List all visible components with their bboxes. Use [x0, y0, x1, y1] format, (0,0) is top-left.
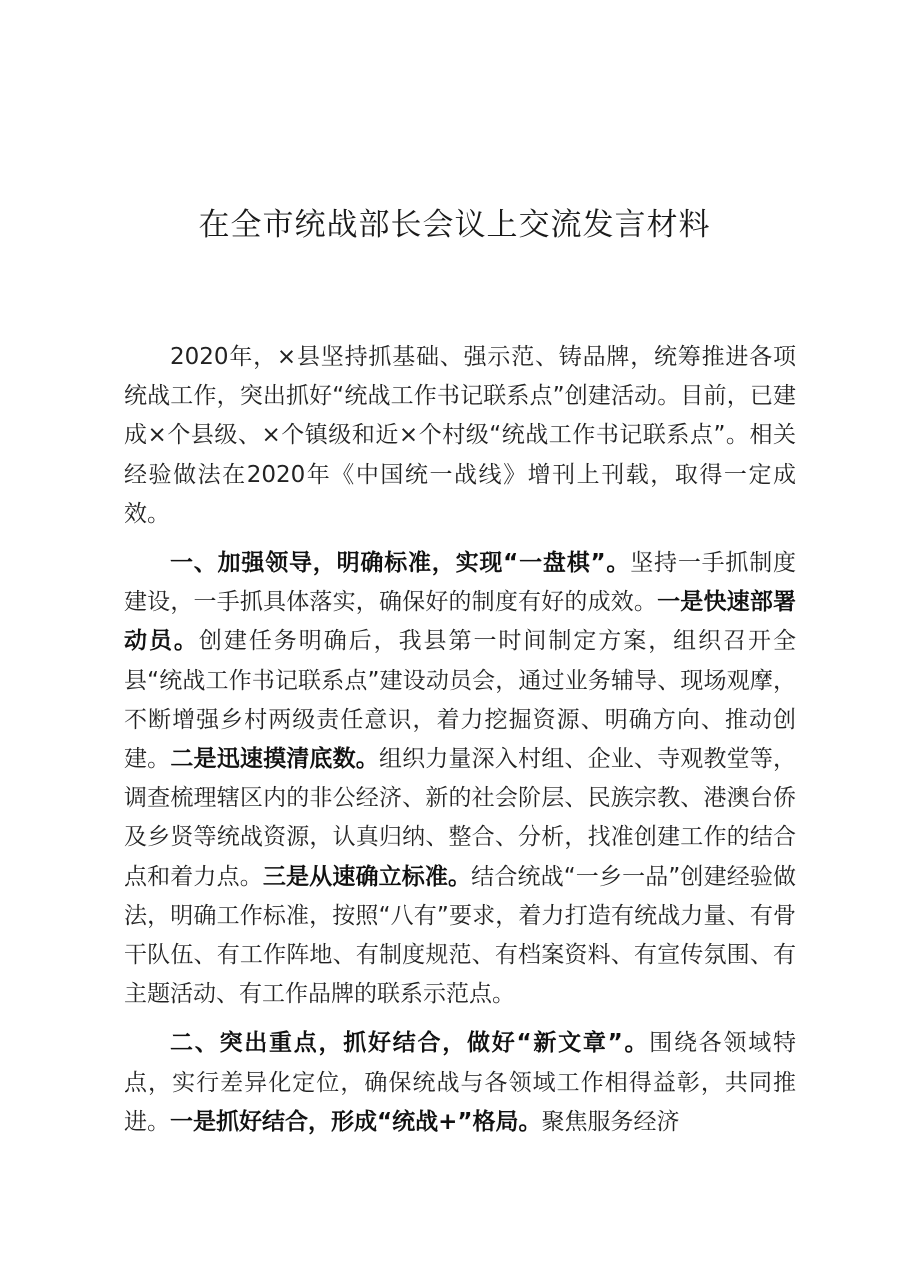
section-1-point-2-title: 二是迅速摸清底数。	[170, 746, 379, 773]
document-title: 在全市统战部长会议上交流发言材料	[198, 207, 711, 243]
section-1-point-3-text: 结合统战“一乡一品”创建经验做法，明确工作标准，按照“八有”要求，着力打造有统战力量、有骨干队伍、有工作阵地、有制度规范、有档案资料、有宣传氛围、有主题活动、有工作品牌的联系示范点。	[124, 863, 797, 1008]
section-2-point-1-title: 一是抓好结合，形成“统战+”格局。	[170, 1108, 542, 1135]
section-2-lead: 围绕各领域特点，实行差异化定位，确保统战与各领域工作相得益彰，共同推进。	[124, 1030, 797, 1135]
section-1-lead: 坚持一手抓制度建设，一手抓具体落实，确保好的制度有好的成效。	[124, 550, 797, 616]
section-2-point-1-text: 聚焦服务经济	[541, 1108, 680, 1135]
section-2-paragraph	[124, 1024, 796, 1142]
section-1-paragraph	[124, 544, 796, 1014]
section-1-point-1-text: 创建任务明确后，我县第一时间制定方案，组织召开全县“统战工作书记联系点”建设动员会，通过业务辅导、现场观摩，不断增强乡村两级责任意识，着力挖掘资源、明确方向、推动创建。	[124, 628, 797, 773]
intro-paragraph	[124, 338, 796, 534]
section-1-point-1-title: 一是快速部署动员。	[124, 589, 797, 655]
intro-text: 2020年，×县坚持抓基础、强示范、铸品牌，统筹推进各项统战工作，突出抓好“统战工作书记联系点”创建活动。目前，已建成×个县级、×个镇级和近×个村级“统战工作书记联系点”。相关经验做法在2020年《中国统一战线》增刊上刊载，取得一定成效。	[124, 344, 796, 527]
section-2-heading: 二、突出重点，抓好结合，做好“新文章”。	[170, 1030, 650, 1057]
section-1-point-2-text: 组织力量深入村组、企业、寺观教堂等，调查梳理辖区内的非公经济、新的社会阶层、民族宗教、港澳台侨及乡贤等统战资源，认真归纳、整合、分析，找准创建工作的结合点和着力点。	[124, 746, 797, 890]
section-1-point-3-title: 三是从速确立标准。	[262, 863, 472, 890]
section-1-heading: 一、加强领导，明确标准，实现“一盘棋”。	[170, 550, 631, 577]
document-body	[124, 338, 796, 1152]
